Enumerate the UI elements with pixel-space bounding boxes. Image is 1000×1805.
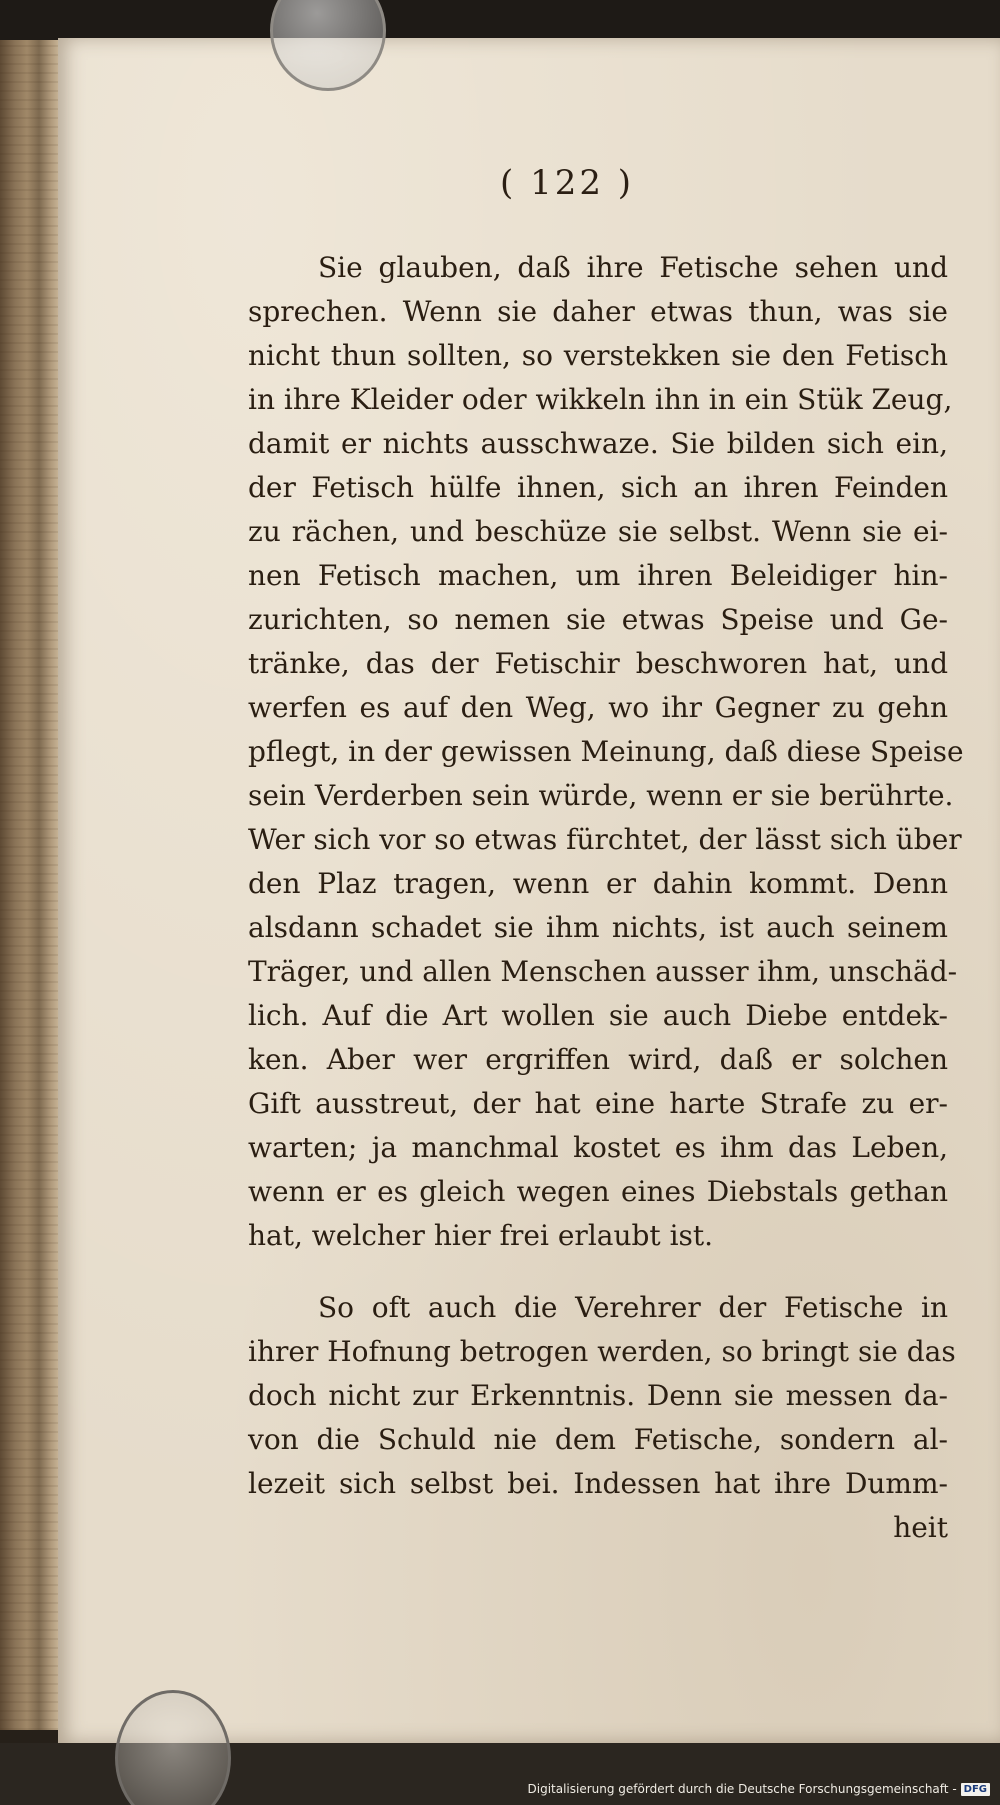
text-line: ken. Aber wer ergriffen wird, daß er solchen [248,1043,948,1076]
text-line: nicht thun sollten, so verstekken sie den Fetisch [248,339,948,372]
text-line: zurichten, so nemen sie etwas Speise und Ge- [248,603,948,636]
text-line: ihrer Hofnung betrogen werden, so bringt sie das [248,1335,956,1368]
text-line: damit er nichts ausschwaze. Sie bilden sich ein, [248,427,948,460]
text-line: sein Verderben sein würde, wenn er sie berührte. [248,779,954,812]
text-line: wenn er es gleich wegen eines Diebstals gethan [248,1175,948,1208]
text-line: lezeit sich selbst bei. Indessen hat ihre Dumm- [248,1467,948,1500]
text-line: zu rächen, und beschüze sie selbst. Wenn sie ei- [248,515,948,548]
text-line: Gift ausstreut, der hat eine harte Strafe zu er- [248,1087,948,1120]
book-edge [0,40,60,1730]
text-line: von die Schuld nie dem Fetische, sondern al- [248,1423,948,1456]
text-line: So oft auch die Verehrer der Fetische in [318,1291,948,1324]
text-line: Träger, und allen Menschen ausser ihm, unschäd- [248,955,958,988]
text-line: werfen es auf den Weg, wo ihr Gegner zu gehn [248,691,948,724]
text-line: doch nicht zur Erkenntnis. Denn sie messen da- [248,1379,948,1412]
dfg-logo: DFG [961,1783,990,1796]
text-line: nen Fetisch machen, um ihren Beleidiger hin- [248,559,948,592]
page-number: ( 122 ) [500,163,635,203]
text-line: tränke, das der Fetischir beschworen hat, und [248,647,948,680]
text-line: in ihre Kleider oder wikkeln ihn in ein Stük Zeug, [248,383,953,416]
text-line: Wer sich vor so etwas fürchtet, der lässt sich über [248,823,962,856]
text-line: sprechen. Wenn sie daher etwas thun, was sie [248,295,948,328]
scan-top-border [0,0,1000,40]
text-line: den Plaz tragen, wenn er dahin kommt. Denn [248,867,948,900]
text-line: Sie glauben, daß ihre Fetische sehen und [318,251,948,284]
digitization-credit [528,1782,991,1796]
text-line: lich. Auf die Art wollen sie auch Diebe entdek- [248,999,948,1032]
text-line: pflegt, in der gewissen Meinung, daß diese Speise [248,735,964,768]
text-line: warten; ja manchmal kostet es ihm das Leben, [248,1131,948,1164]
text-line: alsdann schadet sie ihm nichts, ist auch seinem [248,911,948,944]
text-line: der Fetisch hülfe ihnen, sich an ihren Feinden [248,471,948,504]
catchword: heit [893,1511,948,1544]
credit-text: Digitalisierung gefördert durch die Deutsche Forschungsgemeinschaft - [527,1782,957,1796]
text-line: hat, welcher hier frei erlaubt ist. [248,1219,714,1252]
